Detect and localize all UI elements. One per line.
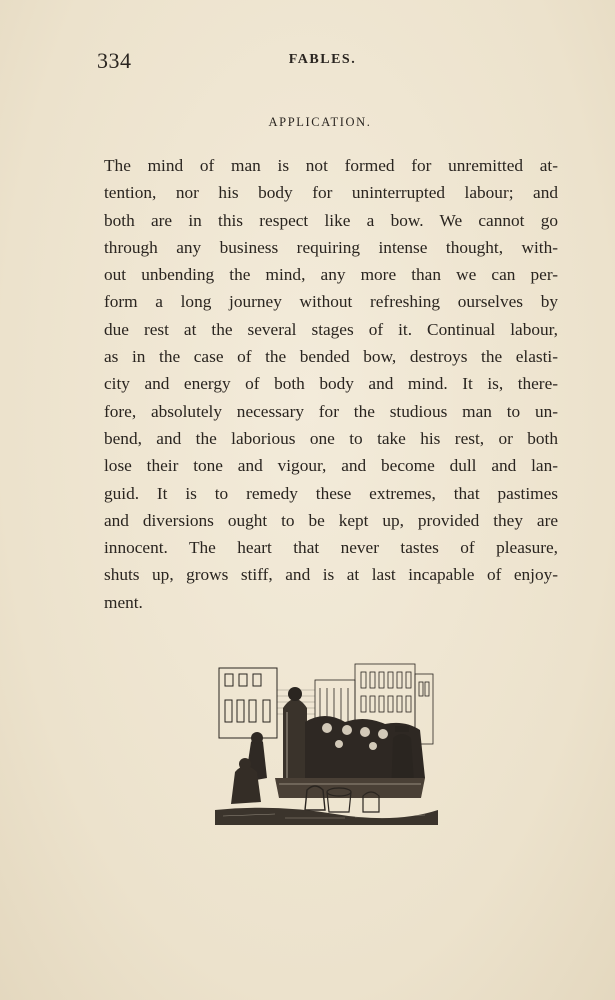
text-line: innocent. The heart that never tastes of pleasure, bbox=[104, 538, 558, 558]
body-paragraph bbox=[104, 152, 558, 616]
text-line: tention, nor his body for uninterrupted labour; and bbox=[104, 183, 558, 203]
text-line: fore, absolutely necessary for the studious man to un- bbox=[104, 401, 558, 421]
text-line: form a long journey without refreshing ourselves by bbox=[104, 292, 558, 312]
text-line: out unbending the mind, any more than we can per- bbox=[104, 265, 558, 285]
section-heading: APPLICATION. bbox=[268, 115, 372, 129]
text-line: due rest at the several stages of it. Continual labour, bbox=[104, 319, 558, 339]
text-line: ment. bbox=[104, 592, 143, 612]
running-head: FABLES. bbox=[288, 52, 357, 67]
text-line: The mind of man is not formed for unremitted at- bbox=[104, 156, 558, 175]
text-line: guid. It is to remedy these extremes, that pastimes bbox=[104, 483, 558, 503]
text-line: bend, and the laborious one to take his rest, or both bbox=[104, 428, 558, 448]
text-line: city and energy of both body and mind. It is, there- bbox=[104, 374, 558, 394]
text-line: shuts up, grows stiff, and is at last incapable of enjoy- bbox=[104, 565, 558, 585]
woodcut-street-scene-icon bbox=[215, 660, 438, 825]
text-line: and diversions ought to be kept up, provided they are bbox=[104, 510, 558, 530]
text-line: lose their tone and vigour, and become dull and lan- bbox=[104, 456, 558, 476]
text-line: as in the case of the bended bow, destroys the elasti- bbox=[104, 347, 558, 367]
text-line: both are in this respect like a bow. We cannot go bbox=[104, 210, 558, 230]
page-number: 334 bbox=[97, 48, 132, 73]
text-line: through any business requiring intense thought, with- bbox=[104, 237, 558, 257]
